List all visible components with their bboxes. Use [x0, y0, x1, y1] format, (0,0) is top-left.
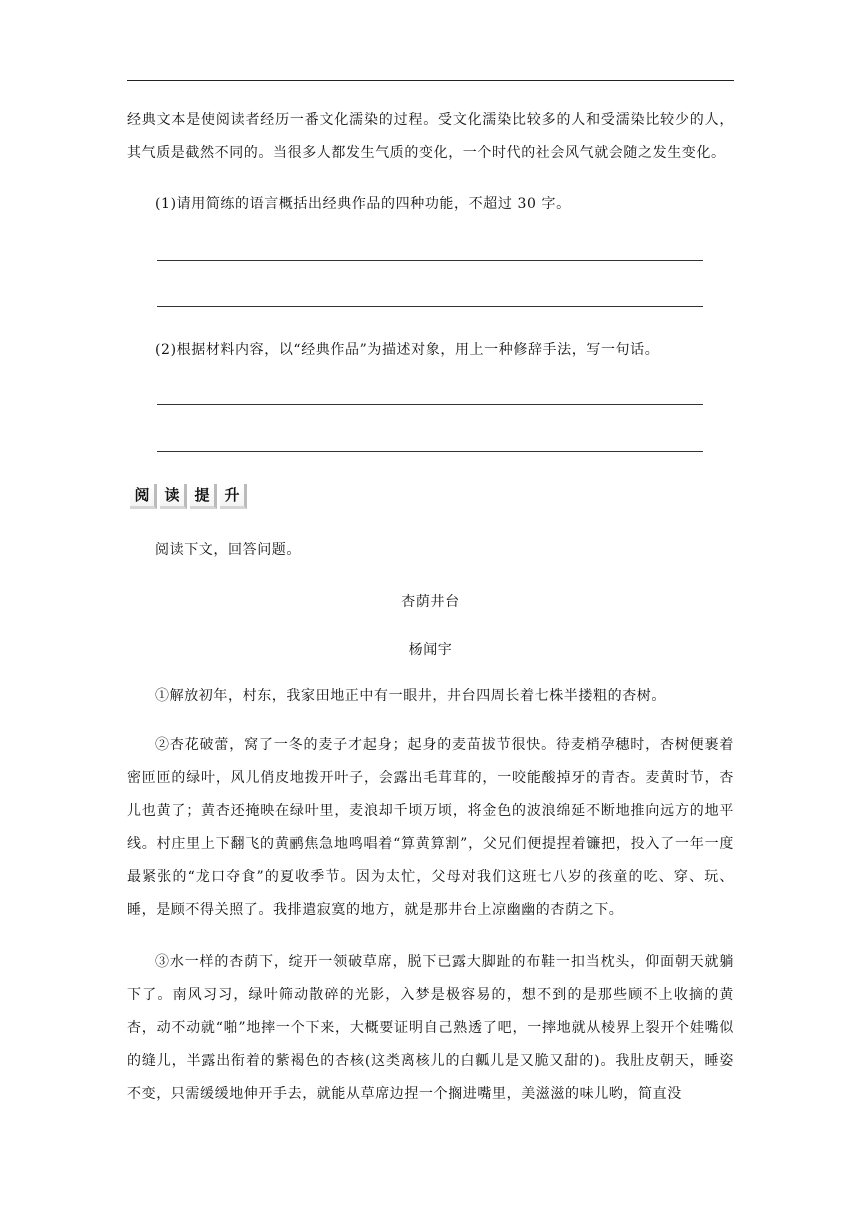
article-paragraph-3: ③水一样的杏荫下，绽开一领破草席，脱下已露大脚趾的布鞋一扣当枕头，仰面朝天就躺下了。南风习习，绿叶筛动散碎的光影，入梦是极容易的，想不到的是那些顾不上收摘的黄杏，动不动就“啪”地摔一个下来，大概要证明自己熟透了吧，一摔地就从棱界上裂开个娃嘴似的缝儿，半露出衔着的紫褐色的杏核(这类离核儿的白瓤儿是又脆又甜的)。我肚皮朝天，睡姿不变，只需缓缓地伸开手去，就能从草席边捏一个搁进嘴里，美滋滋的味儿哟，简直没 — [127, 954, 734, 1102]
reading-instruction: 阅读下文，回答问题。 — [155, 542, 301, 558]
header-rule — [127, 80, 734, 81]
intro-paragraph: 经典文本是使阅读者经历一番文化濡染的过程。受文化濡染比较多的人和受濡染比较少的人，其气质是截然不同的。当很多人都发生气质的变化，一个时代的社会风气就会随之发生变化。 — [127, 112, 734, 161]
section-heading-char: 提 — [190, 484, 217, 509]
article-title: 杏荫井台 — [401, 594, 460, 610]
article-paragraph-2: ②杏花破蕾，窝了一冬的麦子才起身；起身的麦苗拔节很快。待麦梢孕穗时，杏树便裹着密匝匝的绿叶，风儿俏皮地拨开叶子，会露出毛茸茸的，一咬能酸掉牙的青杏。麦黄时节，杏儿也黄了；黄杏还掩映在绿叶里，麦浪却千顷万顷，将金色的波浪绵延不断地推向远方的地平线。村庄里上下翻飞的黄鹂焦急地鸣唱着“算黄算割”，父兄们便提捏着镰把，投入了一年一度最紧张的“龙口夺食”的夏收季节。因为太忙，父母对我们这班七八岁的孩童的吃、穿、玩、睡，是顾不得关照了。我排遣寂寞的地方，就是那井台上凉幽幽的杏荫之下。 — [127, 737, 734, 918]
article-paragraph-1: ①解放初年，村东，我家田地正中有一眼井，井台四周长着七株半搂粗的杏树。 — [155, 688, 666, 704]
answer-line[interactable] — [157, 404, 703, 405]
section-heading-char: 读 — [160, 484, 187, 509]
section-heading-char: 阅 — [130, 484, 157, 509]
article-author: 杨闻宇 — [408, 642, 453, 658]
answer-line[interactable] — [157, 260, 703, 261]
answer-line[interactable] — [157, 451, 703, 452]
question-1: (1)请用简练的语言概括出经典作品的四种功能，不超过 30 字。 — [155, 196, 571, 212]
answer-line[interactable] — [157, 306, 703, 307]
question-2: (2)根据材料内容，以“经典作品”为描述对象，用上一种修辞手法，写一句话。 — [155, 342, 660, 358]
section-heading — [130, 484, 250, 512]
section-heading-char: 升 — [220, 484, 247, 509]
